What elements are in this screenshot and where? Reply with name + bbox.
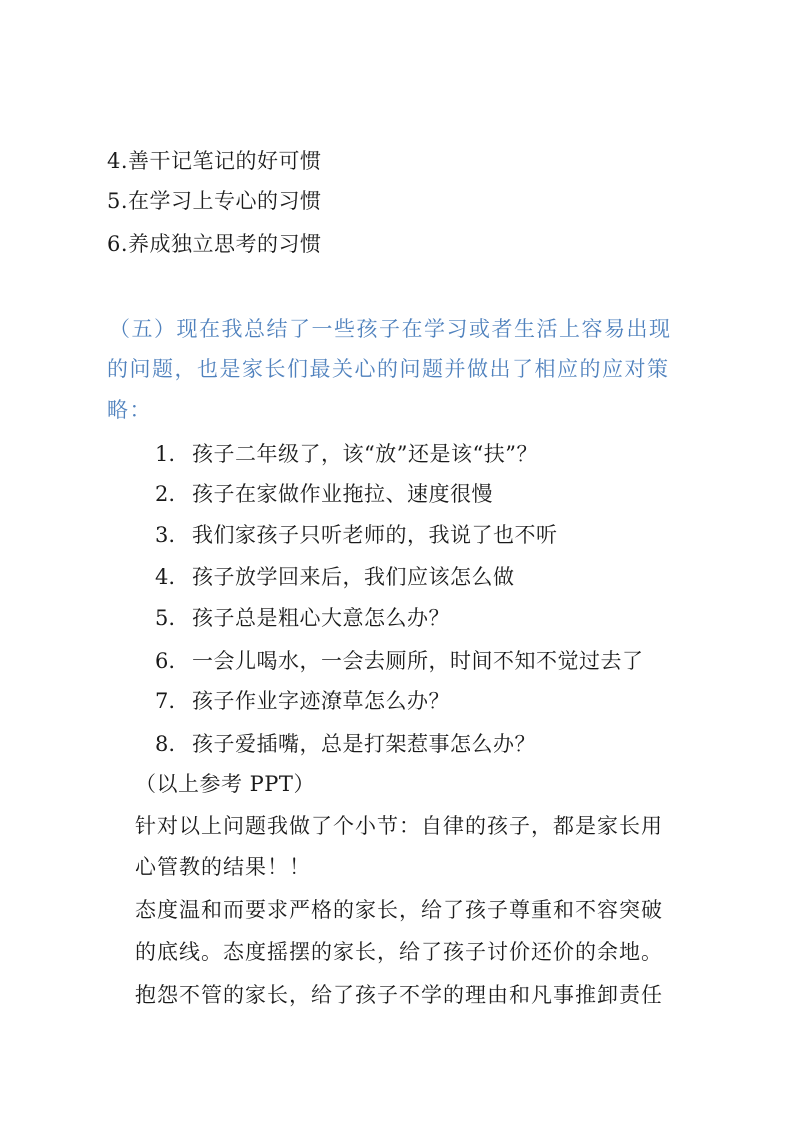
section-five-heading-line: 的问题，也是家长们最关心的问题并做出了相应的应对策 [107,357,670,381]
question-text: 我们家孩子只听老师的，我说了也不听 [192,523,558,547]
question-text: 孩子作业字迹潦草怎么办？ [192,689,450,713]
question-number: 4. [155,565,176,589]
summary-line: 态度温和而要求严格的家长，给了孩子尊重和不容突破 [135,898,663,922]
question-number: 7. [155,689,176,713]
habit-item: 6.养成独立思考的习惯 [107,232,322,256]
question-text: 一会儿喝水，一会去厕所，时间不知不觉过去了 [192,649,644,673]
summary-line: 心管教的结果！！ [135,855,311,879]
question-number: 5. [155,606,176,630]
question-text: 孩子二年级了，该“放”还是该“扶”？ [192,442,538,466]
question-number: 1. [155,442,176,466]
question-number: 3. [155,523,176,547]
section-five-heading-line: （五）现在我总结了一些孩子在学习或者生活上容易出现 [109,317,672,341]
question-number: 6. [155,649,176,673]
question-text: 孩子在家做作业拖拉、速度很慢 [192,482,493,506]
question-text: 孩子总是粗心大意怎么办？ [192,606,450,630]
summary-line: 针对以上问题我做了个小节：自律的孩子，都是家长用 [135,814,663,838]
question-text: 孩子爱插嘴，总是打架惹事怎么办？ [192,732,536,756]
habit-item: 4.善干记笔记的好可惯 [107,149,322,173]
summary-line: 的底线。态度摇摆的家长，给了孩子讨价还价的余地。 [135,940,663,964]
question-number: 8. [155,732,176,756]
summary-line: 抱怨不管的家长，给了孩子不学的理由和凡事推卸责任 [135,983,663,1007]
question-text: 孩子放学回来后，我们应该怎么做 [192,565,515,589]
habit-item: 5.在学习上专心的习惯 [107,189,322,213]
section-five-heading-line: 略： [107,398,152,422]
question-number: 2. [155,482,176,506]
reference-note: （以上参考 PPT） [135,772,315,796]
